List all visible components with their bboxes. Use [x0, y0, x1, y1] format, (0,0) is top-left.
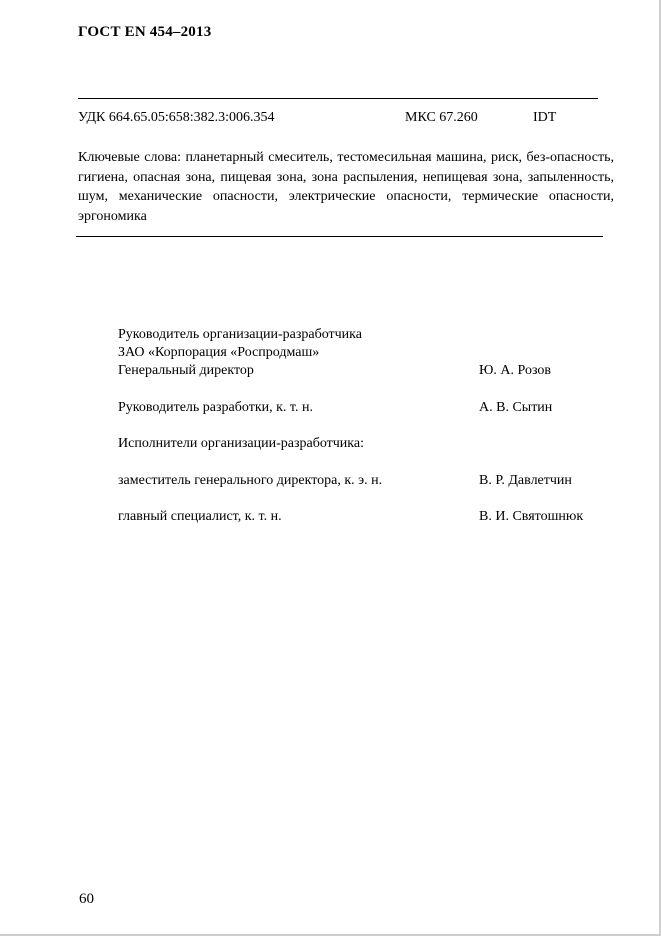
specialist-title: главный специалист, к. т. н. — [118, 509, 282, 524]
director-name: Ю. А. Розов — [479, 363, 551, 378]
specialist-name: В. И. Святошнюк — [479, 509, 584, 524]
dev-head-name: А. В. Сытин — [479, 400, 553, 415]
org-head-title: Руководитель организации-разработчика — [118, 327, 362, 342]
keywords-paragraph: Ключевые слова: планетарный смеситель, тестомесильная машина, риск, без-опасность, гигиена, опасная зона, пищевая зона, зона распыления, непищевая зона, запыленность, шум, механические опасности, электрические опасности, термические опасности, эргономика — [78, 150, 614, 224]
document-header: ГОСТ EN 454–2013 — [78, 24, 212, 40]
performers-heading: Исполнители организации-разработчика: — [118, 436, 364, 451]
deputy-name: В. Р. Давлетчин — [479, 473, 572, 488]
deputy-title: заместитель генерального директора, к. э. н. — [118, 473, 383, 488]
idt-marker: IDT — [533, 110, 557, 125]
mks-code: МКС 67.260 — [405, 110, 478, 125]
bottom-divider — [76, 236, 603, 237]
dev-head-title: Руководитель разработки, к. т. н. — [118, 400, 313, 415]
org-name: ЗАО «Корпорация «Роспродмаш» — [118, 345, 320, 360]
top-divider — [78, 98, 598, 99]
page-number: 60 — [79, 891, 94, 907]
udk-code: УДК 664.65.05:658:382.3:006.354 — [78, 110, 275, 125]
director-title: Генеральный директор — [118, 363, 254, 378]
